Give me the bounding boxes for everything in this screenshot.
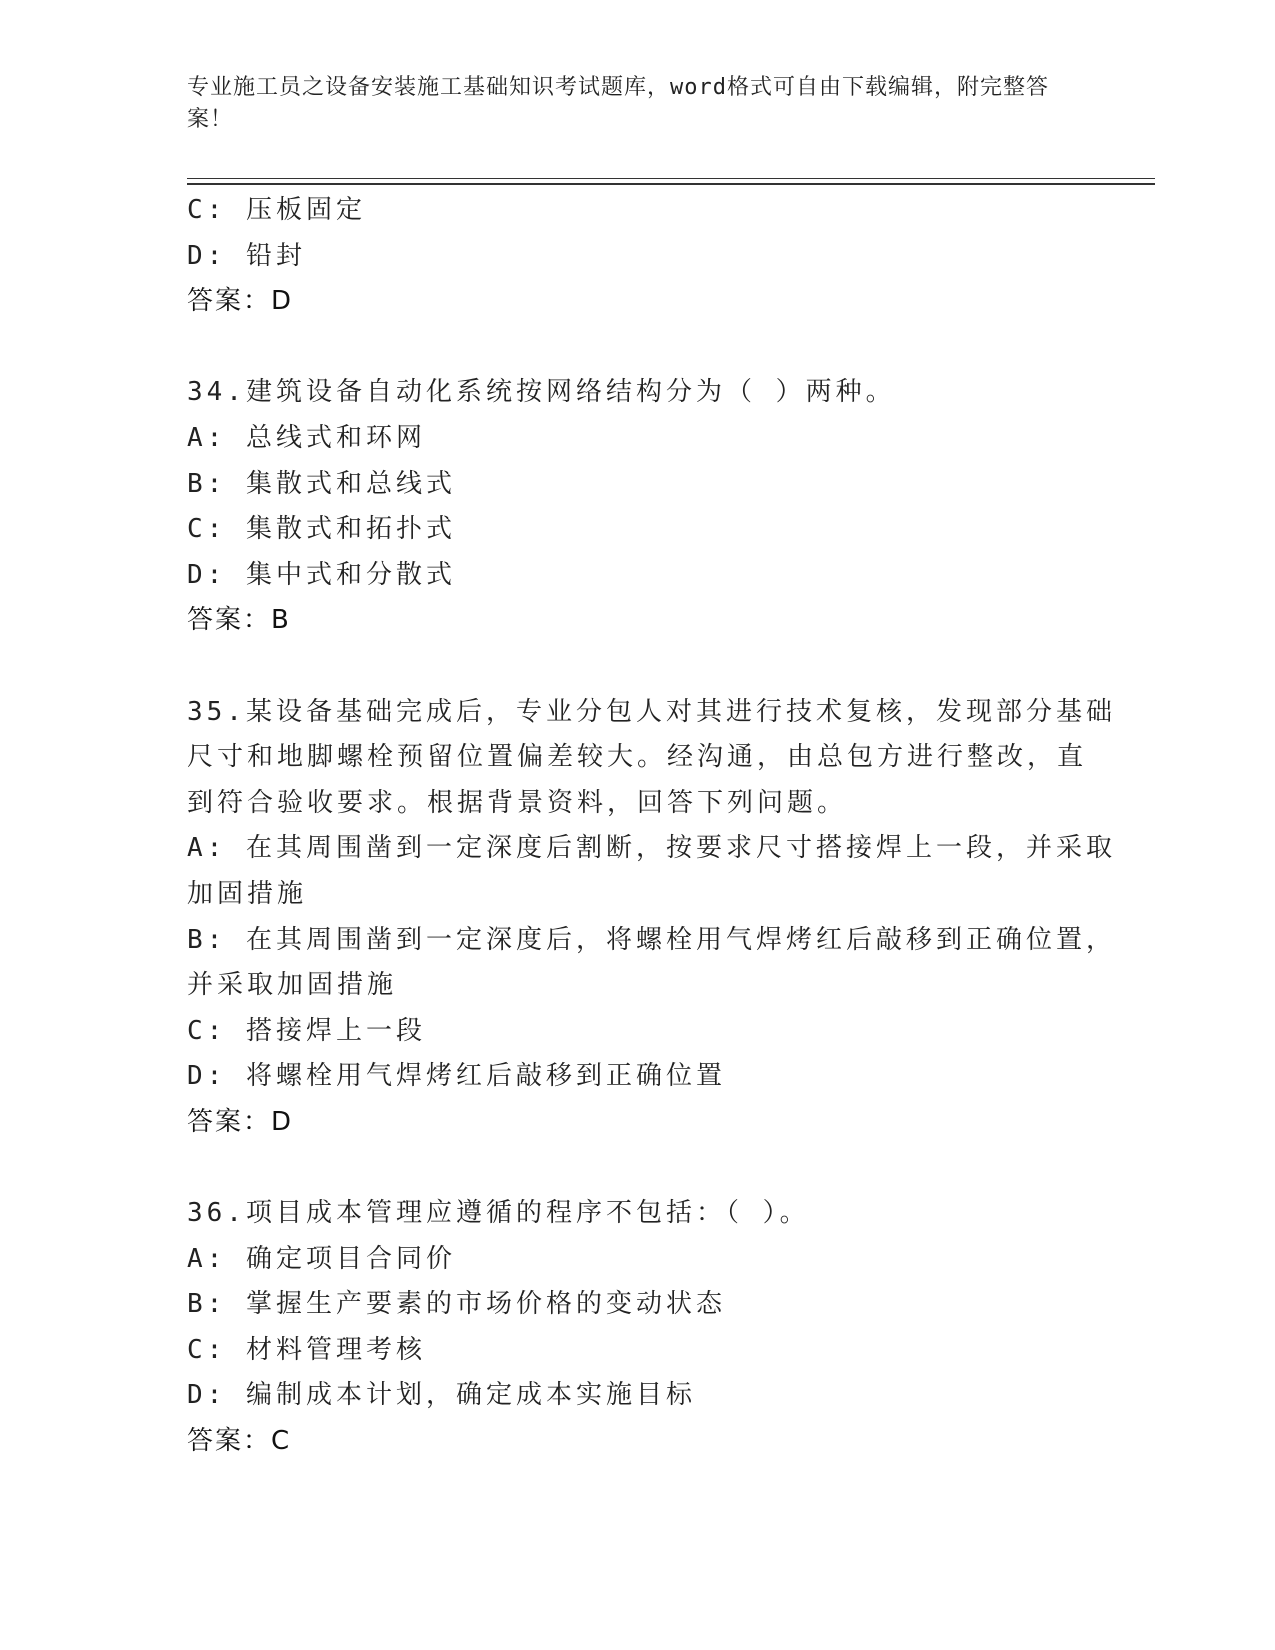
question-33-tail (187, 188, 1087, 325)
option-label: A: (187, 833, 227, 864)
option-label: C: (187, 514, 227, 545)
option-b (187, 918, 1116, 964)
option-label: D: (187, 1061, 227, 1092)
question-stem-line: 到符合验收要求。根据背景资料，回答下列问题。 (187, 787, 848, 818)
option-a-continued: 加固措施 (187, 878, 308, 909)
question-list (187, 188, 1116, 1465)
answer-line: 答案：B (187, 605, 291, 636)
option-label: C: (187, 1015, 227, 1046)
option-a (187, 826, 1116, 872)
option-text: 掌握生产要素的市场价格的变动状态 (245, 1289, 726, 1320)
option-d (187, 553, 1087, 599)
option-text: 将螺栓用气焊烤红后敲移到正确位置 (245, 1061, 726, 1092)
question-stem: 36.项目成本管理应遵循的程序不包括：（ ）。 (187, 1198, 810, 1229)
option-text: 在其周围凿到一定深度后，将螺栓用气焊烤红后敲移到正确位置， (245, 924, 1116, 955)
header-divider-bottom (187, 183, 1155, 185)
option-label: B: (187, 1289, 227, 1320)
question-36 (187, 1191, 1087, 1465)
document-header (187, 72, 1067, 136)
option-b-continued: 并采取加固措施 (187, 970, 398, 1001)
option-text: 编制成本计划，确定成本实施目标 (245, 1380, 696, 1411)
option-label: D: (187, 240, 227, 271)
option-label: B: (187, 924, 227, 955)
option-c (187, 1009, 1087, 1055)
option-text: 确定项目合同价 (245, 1243, 456, 1274)
option-label: D: (187, 1380, 227, 1411)
option-a (187, 416, 1087, 462)
option-label: A: (187, 1243, 227, 1274)
question-stem: 34.建筑设备自动化系统按网络结构分为（ ）两种。 (187, 377, 896, 408)
option-c (187, 507, 1087, 553)
option-label: D: (187, 559, 227, 590)
option-text: 在其周围凿到一定深度后割断，按要求尺寸搭接焊上一段，并采取 (245, 833, 1116, 864)
option-d (187, 1054, 1087, 1100)
option-text: 压板固定 (245, 195, 366, 225)
option-label: B: (187, 468, 227, 499)
option-text: 集散式和拓扑式 (245, 514, 456, 545)
question-35 (187, 690, 1116, 1146)
question-34 (187, 370, 1087, 644)
question-stem-line: 尺寸和地脚螺栓预留位置偏差较大。经沟通，由总包方进行整改，直 (187, 742, 1088, 773)
option-text: 集散式和总线式 (245, 468, 456, 499)
option-label: C: (187, 195, 227, 225)
header-title: 专业施工员之设备安装施工基础知识考试题库，word格式可自由下载编辑，附完整答案！ (187, 75, 1049, 132)
option-text: 铅封 (245, 240, 306, 271)
option-text: 总线式和环网 (245, 422, 426, 453)
header-divider-top (187, 178, 1155, 179)
option-text: 集中式和分散式 (245, 559, 456, 590)
option-c (187, 188, 1087, 234)
answer-line: 答案：D (187, 1106, 294, 1137)
option-d (187, 234, 1087, 280)
option-d (187, 1373, 1087, 1419)
option-a (187, 1237, 1087, 1283)
option-b (187, 462, 1087, 508)
answer-line: 答案：C (187, 1426, 292, 1457)
question-stem-line: 35.某设备基础完成后，专业分包人对其进行技术复核，发现部分基础 (187, 696, 1116, 727)
option-label: A: (187, 422, 227, 453)
option-text: 搭接焊上一段 (245, 1015, 426, 1046)
option-label: C: (187, 1334, 227, 1365)
answer-line: 答案：D (187, 286, 294, 317)
option-text: 材料管理考核 (245, 1334, 426, 1365)
option-c (187, 1328, 1087, 1374)
option-b (187, 1282, 1087, 1328)
